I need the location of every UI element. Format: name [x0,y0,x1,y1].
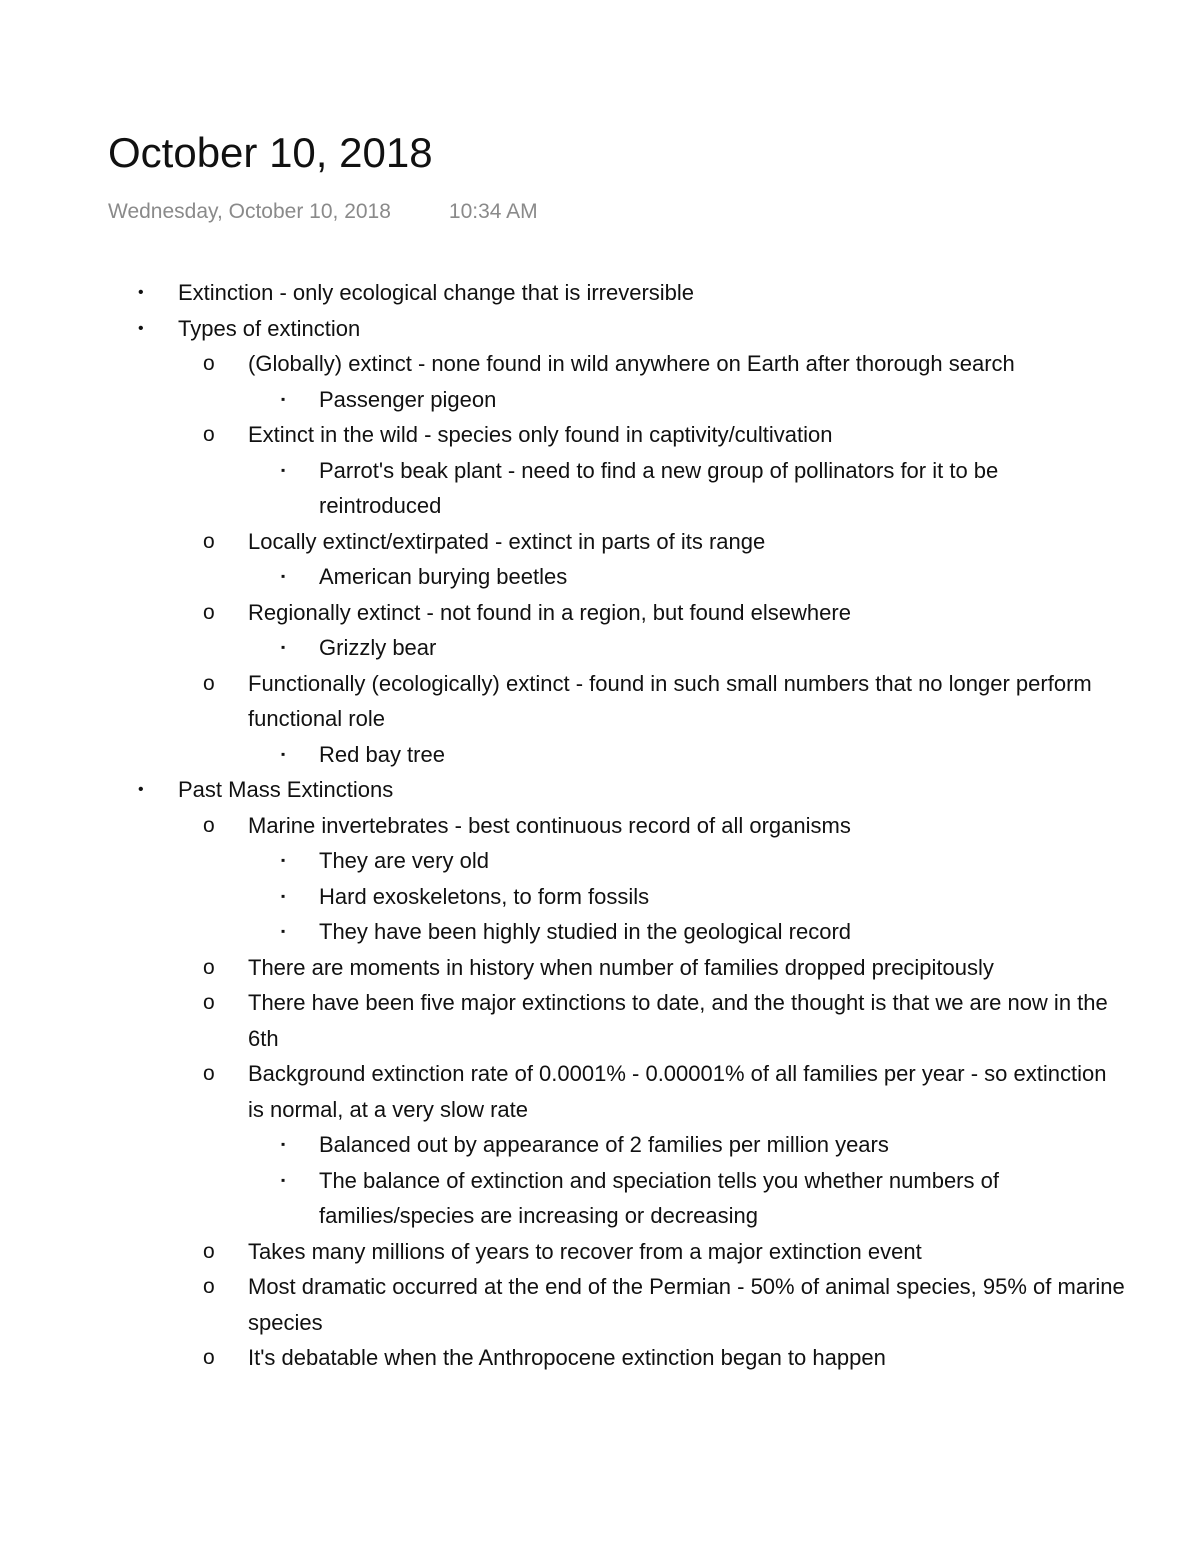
note-text: It's debatable when the Anthropocene extinction began to happen [248,1345,886,1370]
note-item [0,417,1200,453]
note-text: They are very old [319,848,489,873]
hollow-circle-bullet-icon: o [203,955,215,979]
square-bullet-icon: ▪ [281,1172,286,1187]
note-text: Passenger pigeon [319,386,497,412]
hollow-circle-bullet-icon: o [203,1346,215,1369]
notes-outline [0,275,1200,1376]
note-item [0,879,1200,915]
square-bullet-icon: ▪ [281,462,286,477]
note-text: Locally extinct/extirpated - extinct in parts of its range [248,528,766,554]
note-item [0,1269,1200,1340]
hollow-circle-bullet-icon: o [203,671,215,695]
note-item [0,843,1200,879]
hollow-circle-bullet-icon: o [203,600,215,624]
note-item [0,950,1200,986]
page-timestamp [108,198,538,225]
note-item [0,630,1200,666]
note-text: Parrot's beak plant - need to find a new group of pollinators for it to be reintroduced [319,457,999,518]
note-item [0,1163,1200,1234]
note-text: The balance of extinction and speciation tells you whether numbers of families/species are increasing or decreasing [319,1167,999,1228]
note-text: Past Mass Extinctions [178,777,394,802]
square-bullet-icon: ▪ [281,746,286,761]
note-item [0,311,1200,347]
bullet-icon: • [138,284,144,301]
note-text: They have been highly studied in the geological record [319,919,852,944]
note-text: Grizzly bear [319,635,437,660]
hollow-circle-bullet-icon: o [203,813,215,837]
bullet-icon: • [138,319,144,337]
note-text: Red bay tree [319,741,445,767]
page-time: 10:34 AM [448,200,538,223]
note-item [0,382,1200,418]
note-text: Functionally (ecologically) extinct - found in such small numbers that no longer perform functional role [248,670,1092,731]
page-date: Wednesday, October 10, 2018 [108,200,391,223]
note-text: There have been five major extinctions to date, and the thought is that we are now in the 6th [248,990,1108,1051]
square-bullet-icon: ▪ [281,640,286,654]
note-item [0,914,1200,950]
note-item [0,1340,1200,1376]
square-bullet-icon: ▪ [281,569,286,583]
note-item [0,666,1200,737]
square-bullet-icon: ▪ [281,853,286,867]
note-item [0,772,1200,808]
note-item [0,346,1200,382]
note-text: Background extinction rate of 0.0001% - 0.00001% of all families per year - so extinction is normal, at a very slow rate [248,1061,1107,1122]
note-item [0,524,1200,560]
note-text: There are moments in history when number of families dropped precipitously [248,954,994,980]
note-item [0,1127,1200,1163]
note-item [0,595,1200,631]
note-text: Takes many millions of years to recover from a major extinction event [248,1238,922,1264]
note-item [0,737,1200,773]
note-item [0,453,1200,524]
note-text: Most dramatic occurred at the end of the Permian - 50% of animal species, 95% of marine species [248,1274,1125,1335]
hollow-circle-bullet-icon: o [203,1239,215,1263]
note-text: Marine invertebrates - best continuous record of all organisms [248,812,851,838]
hollow-circle-bullet-icon: o [203,352,215,375]
hollow-circle-bullet-icon: o [203,423,215,446]
note-item [0,559,1200,595]
hollow-circle-bullet-icon: o [203,991,215,1014]
square-bullet-icon: ▪ [281,888,286,903]
note-item [0,808,1200,844]
page-title: October 10, 2018 [108,129,433,176]
square-bullet-icon: ▪ [281,924,286,938]
note-text: American burying beetles [319,564,568,589]
note-text: Extinction - only ecological change that is irreversible [178,280,695,305]
note-item [0,275,1200,311]
note-item [0,1056,1200,1127]
note-item [0,985,1200,1056]
bullet-icon: • [138,781,144,798]
hollow-circle-bullet-icon: o [203,1062,215,1085]
note-item [0,1234,1200,1270]
note-text: Balanced out by appearance of 2 families per million years [319,1132,889,1157]
hollow-circle-bullet-icon: o [203,1275,215,1298]
square-bullet-icon: ▪ [281,391,286,406]
note-text: Hard exoskeletons, to form fossils [319,883,650,909]
square-bullet-icon: ▪ [281,1137,286,1151]
note-text: Extinct in the wild - species only found in captivity/cultivation [248,422,833,447]
note-text: Types of extinction [178,315,361,341]
note-text: Regionally extinct - not found in a region, but found elsewhere [248,599,851,625]
note-text: (Globally) extinct - none found in wild anywhere on Earth after thorough search [248,351,1015,376]
hollow-circle-bullet-icon: o [203,529,215,553]
